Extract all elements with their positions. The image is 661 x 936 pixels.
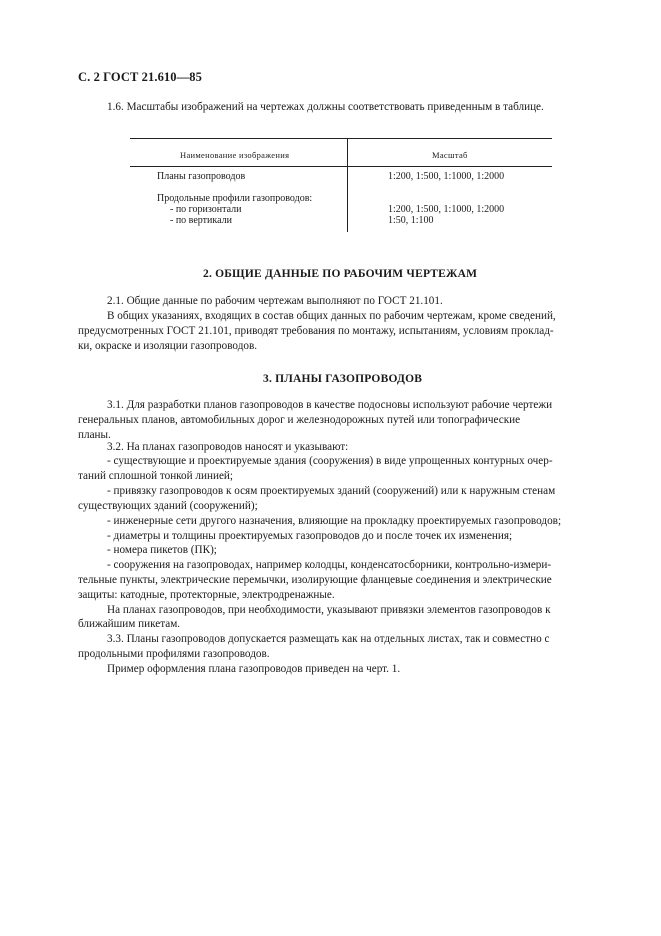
table-cell-scale: 1:50, 1:100 [388,215,434,226]
table-header-scale: Масштаб [432,150,468,160]
table-column-rule [347,138,348,232]
section-3-line: - инженерные сети другого назначения, влияющие на прокладку проектируемых газопроводов; [107,515,562,527]
section-2-line: 2.1. Общие данные по рабочим чертежам выполняют по ГОСТ 21.101. [107,295,443,307]
section-3-line: На планах газопроводов, при необходимости, указывают привязки элементов газопроводов к [107,604,551,616]
table-cell-name: - по вертикали [170,215,232,226]
section-3-line: ближайшим пикетам. [78,618,181,630]
section-3-line: - номера пикетов (ПК); [107,544,217,556]
section-3-line: - существующие и проектируемые здания (сооружения) в виде упрощенных контурных очер- [107,455,553,467]
scale-table [130,138,552,232]
section-3-line: существующих зданий (сооружений); [78,500,258,512]
table-header-rule [130,166,552,167]
section-3-line: генеральных планов, автомобильных дорог и железнодорожных путей или топографические [78,414,521,426]
section-3-line: тельные пункты, электрические перемычки, изолирующие фланцевые соединения и электрические [78,574,552,586]
section-3-line: планы. [78,429,111,441]
table-cell-name: Планы газопроводов [157,171,246,182]
section-2-heading: 2. ОБЩИЕ ДАННЫЕ ПО РАБОЧИМ ЧЕРТЕЖАМ [203,268,478,280]
table-top-rule [130,138,552,139]
section-3-line: - сооружения на газопроводах, например колодцы, конденсатосборники, контрольно-измери- [107,559,552,571]
section-3-line: таний сплошной тонкой линией; [78,470,234,482]
section-2-line: В общих указаниях, входящих в состав общих данных по рабочим чертежам, кроме сведений, [107,310,556,322]
section-3-line: 3.1. Для разработки планов газопроводов в качестве подосновы используют рабочие чертежи [107,399,553,411]
table-cell-scale: 1:200, 1:500, 1:1000, 1:2000 [388,171,505,182]
section-3-heading: 3. ПЛАНЫ ГАЗОПРОВОДОВ [263,373,423,385]
section-3-line: - привязку газопроводов к осям проектируемых зданий (сооружений) или к наружным стенам [107,485,556,497]
table-cell-name: - по горизонтали [170,204,242,215]
page-header: С. 2 ГОСТ 21.610—85 [78,70,202,84]
table-cell-name: Продольные профили газопроводов: [157,193,313,204]
table-cell-scale: 1:200, 1:500, 1:1000, 1:2000 [388,204,505,215]
section-3-line: 3.3. Планы газопроводов допускается размещать как на отдельных листах, так и совместно с [107,633,550,645]
section-2-line: предусмотренных ГОСТ 21.101, приводят требования по монтажу, испытаниям, условиям проклад- [78,325,554,337]
section-3-line: защиты: катодные, протекторные, электродренажные. [78,589,335,601]
intro-paragraph: 1.6. Масштабы изображений на чертежах должны соответствовать приведенным в таблице. [107,101,544,113]
table-header-name: Наименование изображения [180,150,290,160]
section-3-line: продольными профилями газопроводов. [78,648,270,660]
section-3-line: Пример оформления плана газопроводов приведен на черт. 1. [107,663,401,675]
section-3-line: 3.2. На планах газопроводов наносят и указывают: [107,441,349,453]
section-3-line: - диаметры и толщины проектируемых газопроводов до и после точек их изменения; [107,530,513,542]
section-2-line: ки, окраске и изоляции газопроводов. [78,340,258,352]
